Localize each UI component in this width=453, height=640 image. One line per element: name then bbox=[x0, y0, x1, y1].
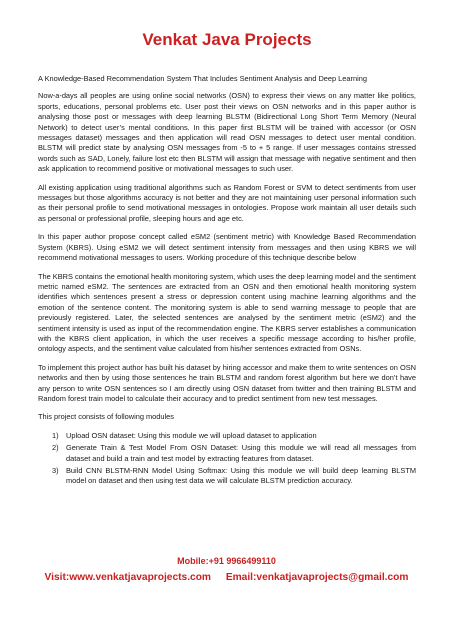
footer-email-link[interactable]: Email:venkatjavaprojects@gmail.com bbox=[225, 572, 409, 583]
paragraph: All existing application using traditional algorithms such as Random Forest or SVM to detect sentiments from user messages but those algorithms accuracy is not better and they are not maintaining user personal information such as their personal profile to send motivational messages in ontologies. Propose work maintain all user details such as personal or professional profile, sleeping hours and age etc. bbox=[38, 182, 416, 223]
list-item-text: Build CNN BLSTM-RNN Model Using Softmax: Using this module we will build deep learning BLSTM model on dataset and then using test data we will calculate BLSTM prediction accuracy. bbox=[66, 466, 416, 486]
paragraph: The KBRS contains the emotional health monitoring system, which uses the deep learning model and the sentiment metric named eSM2. The sentences are extracted from an OSN and then emotional health monitoring system identifies which sentences present a stress or depression content using machine learning algorithms and the emotion of the sentence content. The monitoring system is able to send warning message to people that are previously registered. Later, the selected sentences are analysed by the sentiment metric (eSM2) and the sentiment intensity is used as input of the recommendation engine. The KBRS server establishes a communication with the KBRS client application, in which the user receives a specific message according to his/her profile, ontology aspects, and the sentiment value calculated from his/her sentences extracted from OSNs. bbox=[38, 271, 416, 354]
module-list bbox=[38, 431, 416, 487]
paragraph: To implement this project author has built his dataset by hiring accessor and make them to write sentences on OSN networks and then by using those sentences he train BLSTM and random forest algorithm but here we don’t have any person to write OSN sentences so I am directly using OSN dataset from twitter and then training BLSTM and Random forest train model to calculate their accuracy and to predict sentiment from new test messages. bbox=[38, 362, 416, 403]
list-item-text: Generate Train & Test Model From OSN Dataset: Using this module we will read all messages from dataset and build a train and test model by extracting features from dataset. bbox=[66, 443, 416, 463]
paragraph: In this paper author propose concept called eSM2 (sentiment metric) with Knowledge Based Recommendation System (KBRS). Using eSM2 we will detect sentiment intensity from messages and then using KBRS we will recommend motivational messages to users. Working procedure of this technique describe below bbox=[38, 232, 416, 263]
page-header-title: Venkat Java Projects bbox=[142, 30, 312, 49]
footer-mobile: Mobile:+91 9966499110 bbox=[177, 556, 276, 566]
list-item-text: Upload OSN dataset: Using this module we will upload dataset to application bbox=[66, 430, 317, 440]
list-item bbox=[38, 431, 416, 441]
list-item-number: 1) bbox=[52, 430, 59, 440]
list-item-number: 3) bbox=[52, 466, 59, 475]
footer-links bbox=[0, 572, 453, 583]
page-footer bbox=[0, 556, 453, 583]
paragraph: Now-a-days all peoples are using online social networks (OSN) to express their views on any matter like politics, sports, educations, personal problems etc. User post their views on OSN networks and in this paper author is analysing those post or messages with deep learning BLSTM (Bidirectional Long Short Term Memory (Neural Network) to detect user’s mental conditions. In this paper first BLSTM will be trained with accessor (or OSN messages dataset) messages and then application will read OSN messages to detect user mental condition. BLSTM will predict state by analysing OSN messages from -5 to + 5 range. If user messages contains stressed words such as SAD, Lonely, failure lost etc then BLSTM will assign that message with negative sentiment and then ask application to recommend positive or motivational messages to such user. bbox=[38, 91, 416, 174]
list-item-number: 2) bbox=[52, 443, 59, 453]
list-item bbox=[38, 443, 416, 464]
paragraph: This project consists of following modules bbox=[38, 412, 174, 422]
list-item bbox=[38, 466, 416, 487]
document-title: A Knowledge-Based Recommendation System That Includes Sentiment Analysis and Deep Learning bbox=[38, 74, 367, 83]
footer-website-link[interactable]: Visit:www.venkatjavaprojects.com bbox=[44, 572, 211, 583]
document-body bbox=[38, 74, 416, 487]
